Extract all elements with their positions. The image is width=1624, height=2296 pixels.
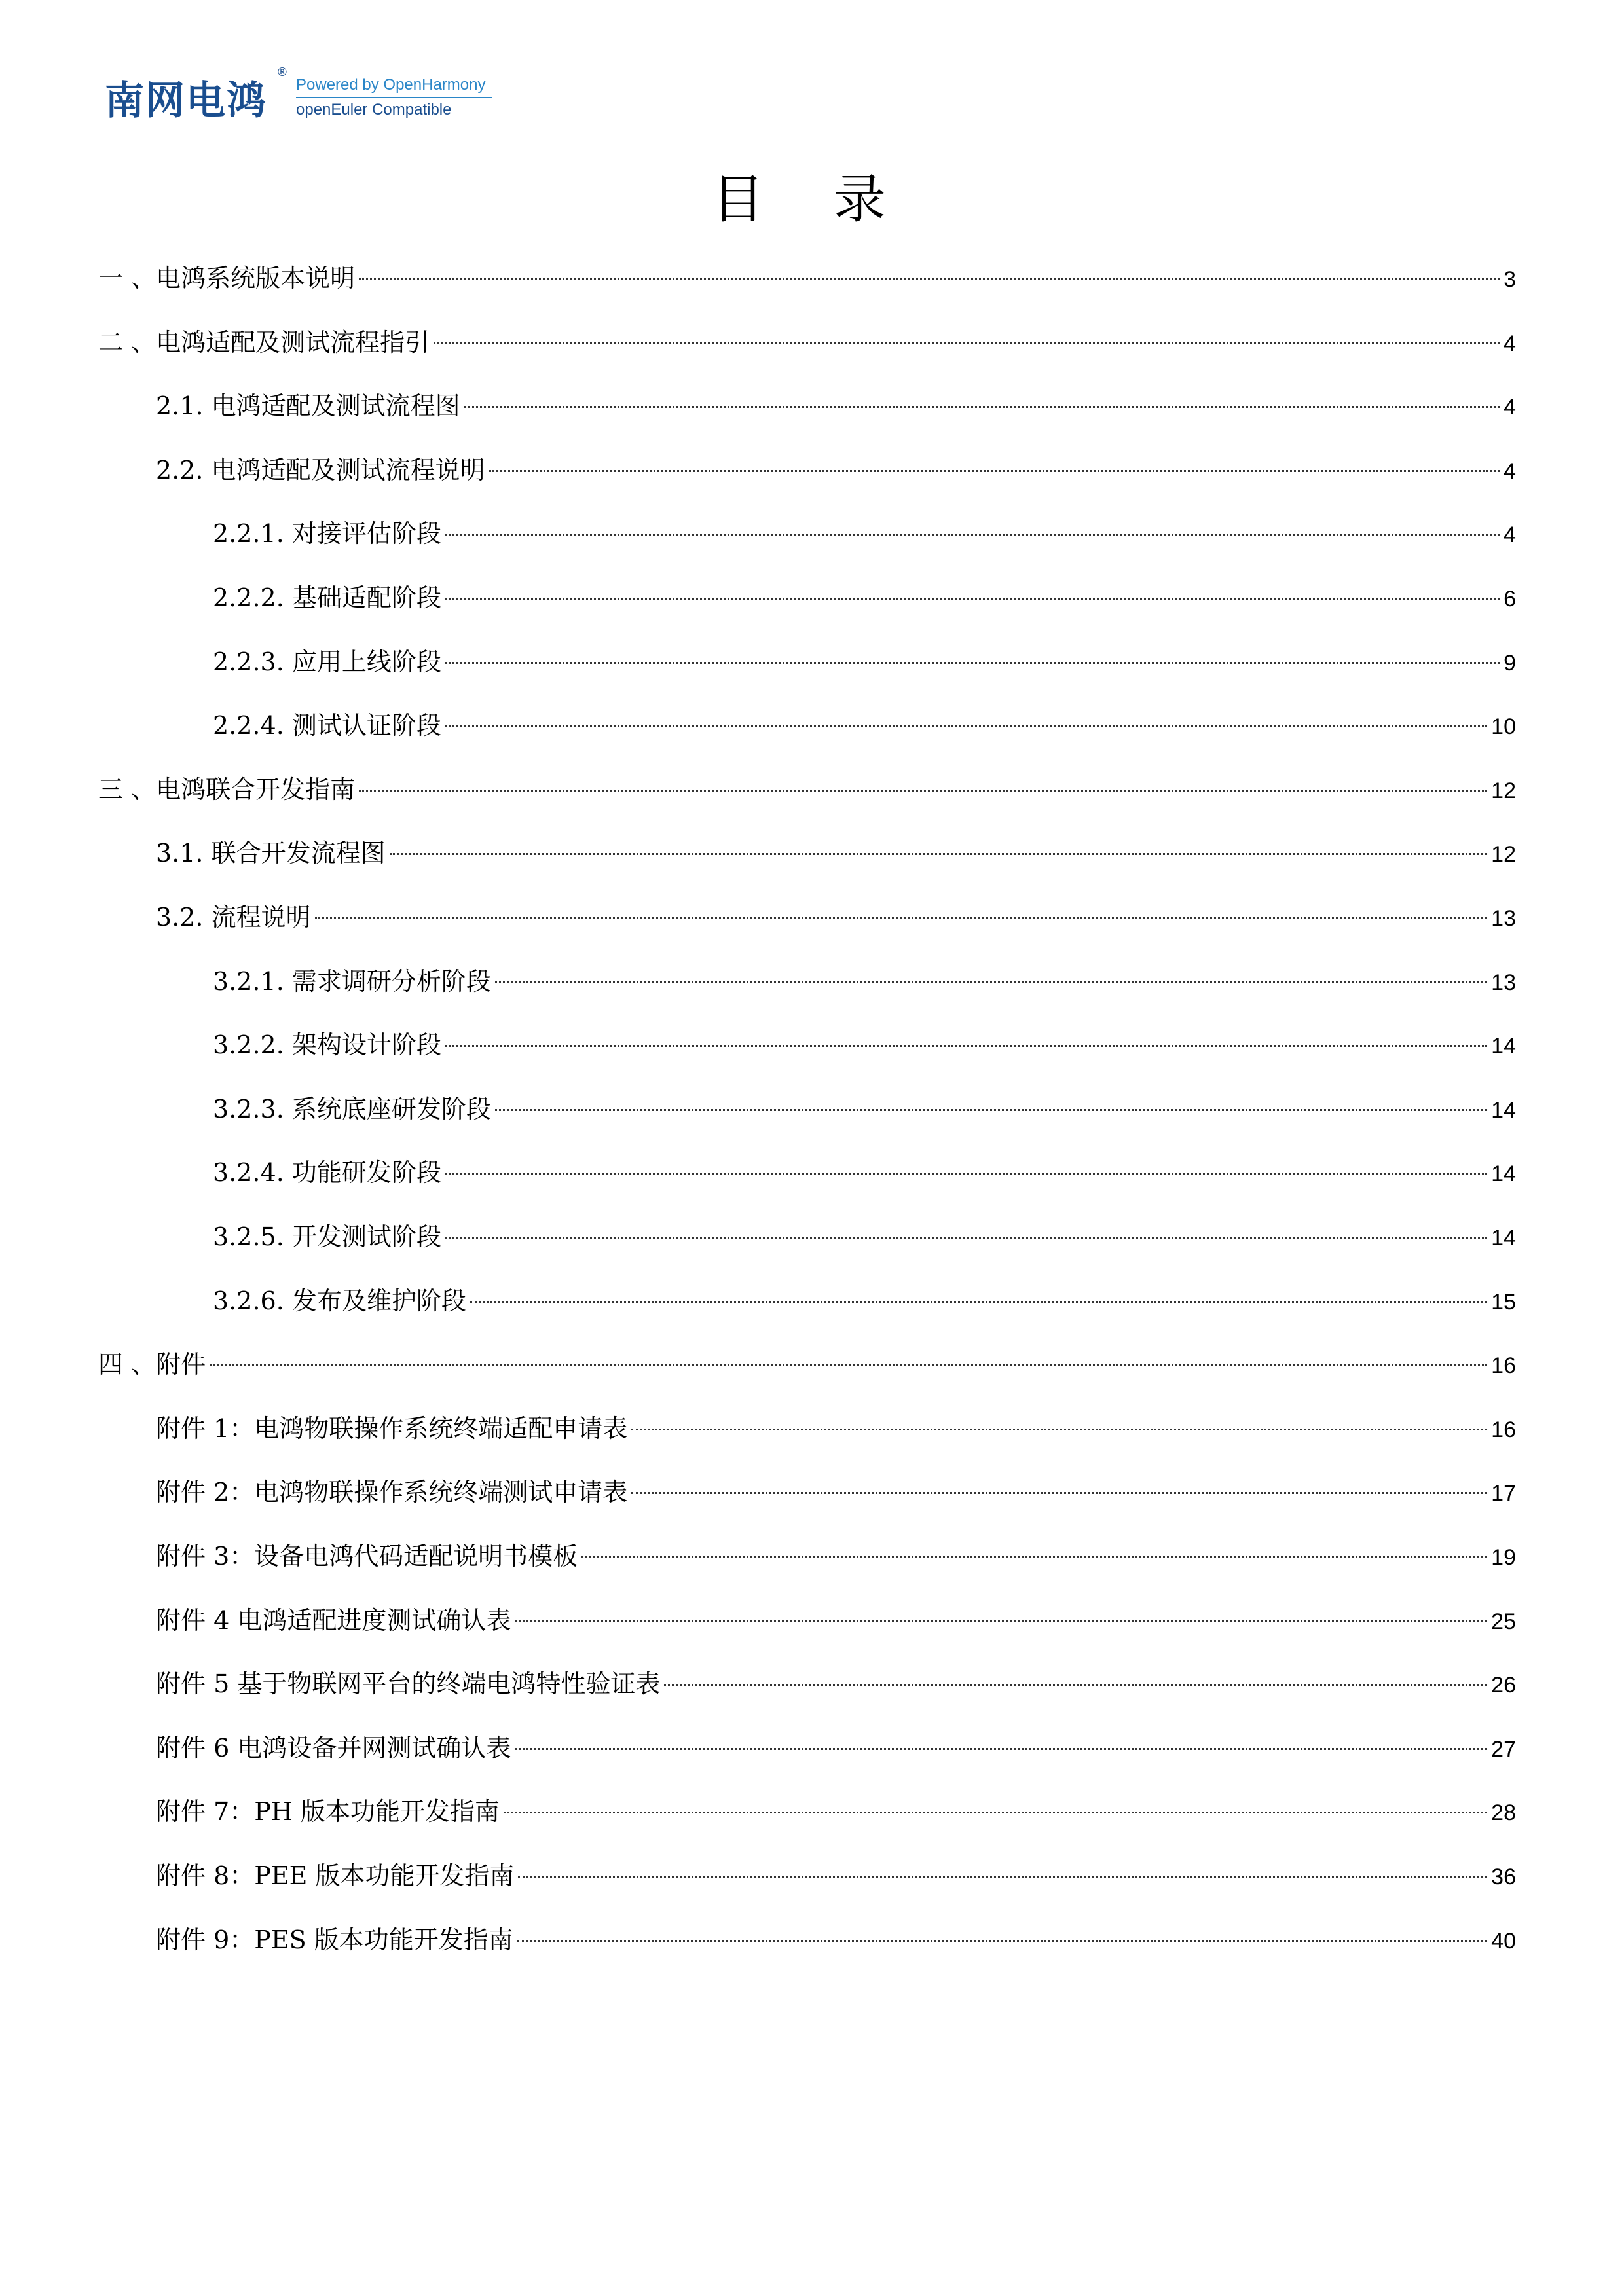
toc-entry[interactable]: [156, 1601, 1516, 1640]
toc-page-number: 25: [1491, 1609, 1516, 1634]
toc-entry[interactable]: [213, 1153, 1516, 1192]
toc-page-number: 15: [1491, 1289, 1516, 1315]
toc-entry[interactable]: [213, 642, 1516, 682]
toc-entry-label: 3.1. 联合开发流程图: [156, 839, 386, 868]
toc-dot-leader: [434, 342, 1500, 344]
toc-entry[interactable]: [156, 1728, 1516, 1768]
toc-entry-label: 3.2. 流程说明: [156, 903, 311, 932]
toc-page-number: 12: [1491, 842, 1516, 867]
toc-entry-label: 3.2.3. 系统底座研发阶段: [213, 1094, 491, 1123]
toc-page-number: 9: [1504, 650, 1516, 676]
toc-entry[interactable]: [213, 1025, 1516, 1065]
toc-entry[interactable]: [213, 1089, 1516, 1129]
toc-dot-leader: [390, 853, 1488, 855]
toc-entry[interactable]: [156, 1409, 1516, 1448]
toc-page-number: 4: [1504, 331, 1516, 356]
toc-dot-leader: [515, 1620, 1487, 1622]
toc-page-number: 13: [1491, 906, 1516, 931]
toc-page-number: 13: [1491, 970, 1516, 995]
toc-entry-label: 3.2.2. 架构设计阶段: [213, 1030, 441, 1060]
toc-entry[interactable]: [98, 323, 1516, 362]
toc-page-number: 28: [1491, 1800, 1516, 1826]
toc-dot-leader: [445, 662, 1500, 664]
toc-page-number: 4: [1504, 395, 1516, 420]
toc-entry[interactable]: [213, 514, 1516, 553]
toc-page-number: 14: [1491, 1034, 1516, 1059]
toc-dot-leader: [210, 1364, 1487, 1366]
header-logo: [105, 63, 511, 135]
toc-entry[interactable]: [156, 898, 1516, 937]
toc-dot-leader: [464, 406, 1500, 408]
toc-entry-label: 3.2.4. 功能研发阶段: [213, 1158, 441, 1188]
toc-page-number: 16: [1491, 1417, 1516, 1442]
toc-dot-leader: [489, 470, 1500, 472]
toc-page-number: 6: [1504, 587, 1516, 611]
registered-mark: ®: [276, 65, 288, 79]
toc-dot-leader: [359, 790, 1487, 792]
toc-dot-leader: [495, 1109, 1487, 1111]
toc-dot-leader: [664, 1684, 1487, 1686]
toc-entry-label: 3.2.5. 开发测试阶段: [213, 1222, 441, 1251]
toc-entry-label: 四 、附件: [98, 1350, 206, 1379]
toc-dot-leader: [445, 1237, 1487, 1239]
toc-page-number: 12: [1491, 778, 1516, 803]
toc-entry[interactable]: [156, 386, 1516, 426]
toc-dot-leader: [581, 1556, 1487, 1558]
toc-page-number: 16: [1491, 1353, 1516, 1379]
toc-entry-label: 3.2.1. 需求调研分析阶段: [213, 966, 491, 996]
toc-entry[interactable]: [156, 1792, 1516, 1831]
toc-entry-label: 3.2.6. 发布及维护阶段: [213, 1286, 466, 1315]
toc-entry-label: 附件 6 电鸿设备并网测试确认表: [156, 1733, 511, 1762]
toc-dot-leader: [445, 598, 1500, 600]
toc-entry-label: 附件 2：电鸿物联操作系统终端测试申请表: [156, 1478, 628, 1507]
toc-entry-label: 2.2.2. 基础适配阶段: [213, 583, 441, 612]
tagline-divider: [296, 97, 492, 98]
toc-entry-label: 2.1. 电鸿适配及测试流程图: [156, 392, 460, 421]
toc-entry[interactable]: [156, 1472, 1516, 1512]
toc-entry[interactable]: [213, 1217, 1516, 1256]
toc-entry-label: 一 、电鸿系统版本说明: [98, 264, 356, 293]
toc-entry[interactable]: [213, 1281, 1516, 1321]
toc-dot-leader: [517, 1940, 1487, 1942]
toc-entry-label: 附件 1：电鸿物联操作系统终端适配申请表: [156, 1413, 628, 1443]
toc-page-number: 14: [1491, 1226, 1516, 1250]
toc-entry-label: 附件 7：PH 版本功能开发指南: [156, 1797, 500, 1827]
tagline-powered-by: Powered by OpenHarmony: [296, 76, 486, 94]
toc-page-number: 27: [1491, 1736, 1516, 1762]
toc-dot-leader: [470, 1301, 1487, 1303]
toc-entry[interactable]: [213, 962, 1516, 1001]
toc-entry-label: 附件 4 电鸿适配进度测试确认表: [156, 1605, 511, 1635]
toc-page-number: 19: [1491, 1545, 1516, 1570]
toc-entry-label: 2.2.1. 对接评估阶段: [213, 519, 441, 549]
toc-entry[interactable]: [156, 1920, 1516, 1959]
toc-dot-leader: [445, 1173, 1487, 1175]
toc-entry[interactable]: [98, 1345, 1516, 1384]
toc-dot-leader: [631, 1492, 1487, 1494]
toc-entry[interactable]: [156, 1664, 1516, 1704]
toc-page-number: 40: [1491, 1928, 1516, 1954]
toc-page-number: 10: [1491, 714, 1516, 740]
toc-entry-label: 三 、电鸿联合开发指南: [98, 774, 356, 804]
toc-page-number: 14: [1491, 1161, 1516, 1187]
toc-entry[interactable]: [213, 706, 1516, 745]
toc-page-number: 3: [1504, 267, 1516, 292]
toc-dot-leader: [495, 981, 1487, 983]
toc-entry-label: 2.2.3. 应用上线阶段: [213, 647, 441, 676]
toc-dot-leader: [359, 278, 1500, 280]
toc-page-number: 14: [1491, 1097, 1516, 1123]
toc-dot-leader: [518, 1876, 1487, 1878]
toc-entry[interactable]: [156, 1537, 1516, 1576]
toc-entry[interactable]: [156, 450, 1516, 490]
toc-page-number: 4: [1504, 522, 1516, 548]
brand-name: 南网电鸿: [105, 78, 267, 124]
toc-dot-leader: [631, 1429, 1487, 1430]
toc-page-number: 36: [1491, 1865, 1516, 1889]
toc-entry-label: 附件 8：PEE 版本功能开发指南: [156, 1861, 515, 1890]
toc-page-number: 4: [1504, 458, 1516, 484]
toc-dot-leader: [445, 1045, 1487, 1047]
toc-dot-leader: [445, 534, 1500, 536]
toc-entry-label: 2.2.4. 测试认证阶段: [213, 711, 441, 740]
toc-entry-label: 二 、电鸿适配及测试流程指引: [98, 327, 430, 357]
toc-title: 目 录: [712, 169, 912, 230]
toc-entry[interactable]: [98, 259, 1516, 298]
toc-entry[interactable]: [98, 770, 1516, 809]
toc-entry[interactable]: [156, 1856, 1516, 1895]
tagline-compatible: openEuler Compatible: [296, 101, 452, 118]
toc-dot-leader: [445, 725, 1487, 727]
toc-dot-leader: [515, 1748, 1487, 1750]
toc-entry-label: 附件 9：PES 版本功能开发指南: [156, 1925, 513, 1954]
toc-entry[interactable]: [213, 578, 1516, 617]
toc-entry-label: 附件 5 基于物联网平台的终端电鸿特性验证表: [156, 1669, 661, 1699]
toc-dot-leader: [504, 1812, 1487, 1813]
toc-page-number: 26: [1491, 1673, 1516, 1698]
toc-entry-label: 附件 3：设备电鸿代码适配说明书模板: [156, 1542, 578, 1571]
toc-entry-label: 2.2. 电鸿适配及测试流程说明: [156, 455, 485, 484]
toc-dot-leader: [315, 917, 1488, 919]
toc-entry[interactable]: [156, 833, 1516, 873]
toc-page-number: 17: [1491, 1481, 1516, 1506]
